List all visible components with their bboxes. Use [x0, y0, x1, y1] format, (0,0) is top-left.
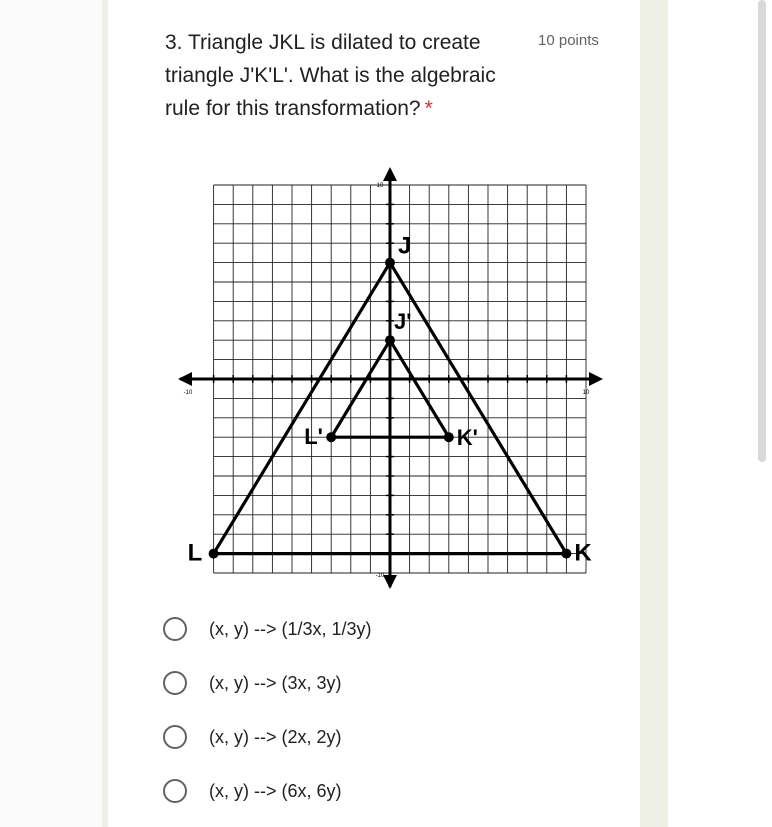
radio-button[interactable]	[163, 779, 187, 803]
radio-button[interactable]	[163, 725, 187, 749]
vertex-dot	[385, 335, 395, 345]
option-two[interactable]	[163, 722, 342, 752]
points-label: 10 points	[538, 32, 599, 49]
point-label: K	[574, 539, 592, 567]
option-three[interactable]	[163, 668, 342, 698]
page-background-right	[668, 0, 772, 827]
axes	[178, 167, 603, 589]
y-axis-label-bottom: -10	[375, 573, 385, 579]
vertex-dot	[385, 258, 395, 268]
card-edge-right	[640, 0, 668, 827]
y-axis-label-top: 10	[376, 183, 384, 189]
question-title	[165, 26, 535, 125]
coordinate-graph-image	[175, 165, 605, 590]
option-label: (x, y) --> (2x, 2y)	[209, 726, 342, 747]
x-axis-arrow-right	[589, 372, 603, 386]
option-one-third[interactable]	[163, 614, 372, 644]
point-label: K'	[456, 425, 478, 451]
required-asterisk: *	[424, 97, 433, 120]
vertex-dot	[326, 432, 336, 442]
vertex-dot	[444, 432, 454, 442]
option-label: (x, y) --> (6x, 6y)	[209, 780, 342, 801]
x-axis-label-right: 10	[582, 390, 590, 396]
radio-button[interactable]	[163, 671, 187, 695]
question-text: 3. Triangle JKL is dilated to create triangle J'K'L'. What is the algebraic rule for this transformation?	[165, 31, 496, 120]
option-label: (x, y) --> (3x, 3y)	[209, 672, 342, 693]
point-label: J	[398, 232, 412, 260]
x-axis-arrow-left	[178, 372, 192, 386]
point-label: J'	[394, 309, 412, 335]
option-six[interactable]	[163, 776, 342, 806]
radio-button[interactable]	[163, 617, 187, 641]
scrollbar[interactable]	[758, 0, 766, 462]
vertex-dot	[209, 549, 219, 559]
x-axis-label-left: -10	[183, 390, 193, 396]
point-label: L'	[304, 424, 323, 450]
point-label: L	[187, 539, 203, 567]
option-label: (x, y) --> (1/3x, 1/3y)	[209, 618, 372, 639]
page-background-left	[0, 0, 103, 827]
y-axis-arrow-top	[383, 167, 397, 181]
vertex-dot	[561, 549, 571, 559]
y-axis-arrow-bottom	[383, 575, 397, 589]
